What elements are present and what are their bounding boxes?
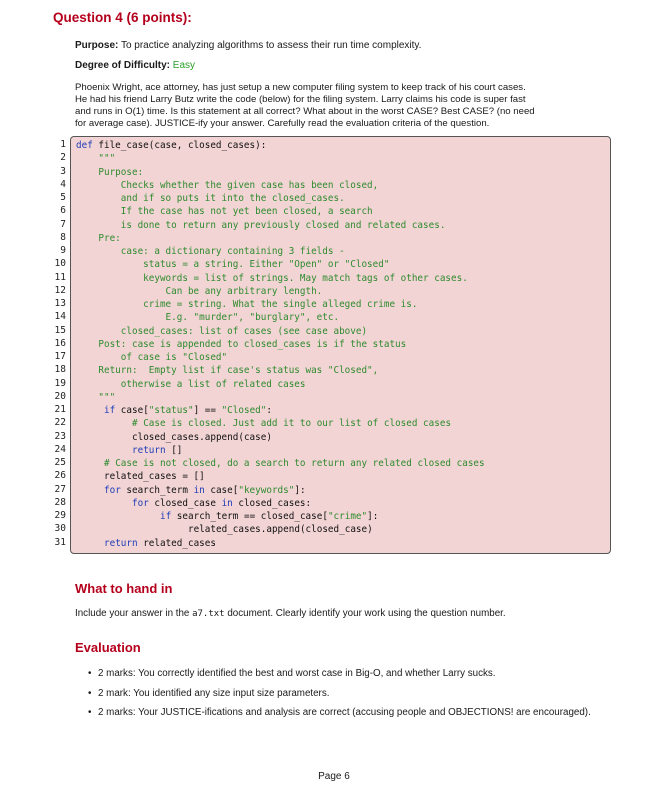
purpose-line xyxy=(75,40,421,51)
line-number: 10 xyxy=(54,258,66,270)
code-line xyxy=(104,537,216,550)
paragraph-line: for average case). JUSTICE-ify your answer. Carefully read the evaluation criteria of the question. xyxy=(75,118,490,129)
difficulty-line xyxy=(75,60,195,71)
code-text: : xyxy=(266,405,272,416)
code-line: # Case is not closed, do a search to return any related closed cases xyxy=(104,458,485,469)
code-text: ] == xyxy=(193,405,222,416)
line-number: 15 xyxy=(54,324,66,336)
line-number: 16 xyxy=(54,337,66,349)
line-number: 12 xyxy=(54,284,66,296)
code-line: keywords = list of strings. May match tags of other cases. xyxy=(76,272,468,284)
line-number: 25 xyxy=(54,457,66,468)
difficulty-label: Degree of Difficulty: xyxy=(75,60,171,71)
code-text: ]: xyxy=(294,484,306,496)
paragraph-line: He had his friend Larry Butz write the code (below) for the filing system. Larry claims his code is super fast xyxy=(75,94,526,105)
line-number: 7 xyxy=(60,218,66,230)
code-line: of case is "Closed" xyxy=(76,352,228,363)
line-number: 6 xyxy=(60,205,66,217)
code-line: # Case is closed. Just add it to our list of closed cases xyxy=(132,418,452,430)
line-number: 19 xyxy=(54,377,66,389)
code-line: closed_cases: list of cases (see case above) xyxy=(76,325,368,337)
keyword-if: if xyxy=(160,511,172,522)
keyword-for: for xyxy=(104,484,121,496)
code-line: status = a string. Either "Open" or "Closed" xyxy=(76,259,390,271)
code-text: closed_case xyxy=(148,497,222,509)
code-text: search_term == closed_case[ xyxy=(171,511,328,522)
code-line: Pre: xyxy=(76,232,121,244)
string-literal: "Closed" xyxy=(221,405,267,416)
code-line: and if so puts it into the closed_cases. xyxy=(76,193,345,204)
line-number: 28 xyxy=(54,496,66,508)
line-number: 9 xyxy=(60,245,66,256)
line-number: 17 xyxy=(54,351,66,362)
keyword-return: return xyxy=(132,444,166,456)
hand-in-filename: a7.txt xyxy=(192,609,225,619)
line-number: 31 xyxy=(54,536,66,548)
code-line: """ xyxy=(76,391,116,403)
keyword-return: return xyxy=(104,537,138,549)
evaluation-item: • 2 marks: You correctly identified the best and worst case in Big-O, and whether Larry sucks. xyxy=(88,668,613,681)
evaluation-heading: Evaluation xyxy=(75,640,141,655)
code-text: related_cases xyxy=(137,537,216,549)
code-line: related_cases.append(closed_case) xyxy=(188,524,373,536)
code-line: related_cases = [] xyxy=(104,471,205,483)
evaluation-list xyxy=(88,668,613,727)
line-number: 30 xyxy=(54,523,66,535)
line-number: 21 xyxy=(54,404,66,415)
hand-in-heading: What to hand in xyxy=(75,581,173,596)
line-number: 8 xyxy=(60,231,66,243)
code-line: case: a dictionary containing 3 fields - xyxy=(76,246,345,257)
line-number: 4 xyxy=(60,178,66,190)
keyword-def: def xyxy=(76,140,93,151)
difficulty-value: Easy xyxy=(172,60,196,71)
code-line xyxy=(132,497,311,510)
line-number: 2 xyxy=(60,152,66,164)
hand-in-text-after: document. Clearly identify your work using the question number. xyxy=(224,608,506,619)
evaluation-item: • 2 marks: Your JUSTICE-ifications and analysis are correct (accusing people and OBJECTIONS! are encouraged). xyxy=(88,707,613,720)
question-title: Question 4 (6 points): xyxy=(53,10,192,25)
code-line: E.g. "murder", "burglary", etc. xyxy=(76,312,340,324)
code-line: Post: case is appended to closed_cases is if the status xyxy=(76,338,407,350)
page-number: Page 6 xyxy=(318,771,350,782)
code-text: case[ xyxy=(115,405,149,416)
paragraph-line: Phoenix Wright, ace attorney, has just setup a new computer filing system to keep track of his court cases. xyxy=(75,82,526,93)
string-literal: "crime" xyxy=(327,511,368,522)
string-literal: "status" xyxy=(148,405,194,416)
code-line: """ xyxy=(76,153,116,165)
code-line: otherwise a list of related cases xyxy=(76,378,306,390)
question-paragraph xyxy=(75,82,615,130)
line-number: 5 xyxy=(60,192,66,203)
keyword-in: in xyxy=(221,497,233,509)
keyword-in: in xyxy=(193,484,205,496)
line-number: 23 xyxy=(54,430,66,442)
code-line: Checks whether the given case has been closed, xyxy=(76,179,379,191)
line-number: 18 xyxy=(54,364,66,376)
code-text: [] xyxy=(165,444,183,456)
code-line xyxy=(104,484,306,497)
code-line: is done to return any previously closed and related cases. xyxy=(76,219,446,231)
line-number: 24 xyxy=(54,443,66,455)
line-number: 1 xyxy=(60,139,66,150)
line-number: 27 xyxy=(54,483,66,495)
string-literal: "keywords" xyxy=(238,484,295,496)
code-line: Return: Empty list if case's status was "Closed", xyxy=(76,365,379,377)
code-line: If the case has not yet been closed, a search xyxy=(76,206,373,218)
code-line xyxy=(104,404,272,417)
keyword-for: for xyxy=(132,497,149,509)
code-line: Can be any arbitrary length. xyxy=(76,285,323,297)
line-number: 11 xyxy=(54,271,66,283)
code-text: ]: xyxy=(367,511,379,522)
line-number: 13 xyxy=(54,298,66,309)
code-text: closed_cases: xyxy=(232,497,312,509)
hand-in-text xyxy=(75,608,506,619)
line-number: 22 xyxy=(54,417,66,429)
paragraph-line: and runs in O(1) time. Is this statement at all correct? What about in the worst CASE? Best CASE? (no need xyxy=(75,106,535,117)
evaluation-item: • 2 mark: You identified any size input size parameters. xyxy=(88,688,613,701)
line-number: 14 xyxy=(54,311,66,323)
code-line xyxy=(160,510,378,523)
code-text: case[ xyxy=(204,484,239,496)
code-line: crime = string. What the single alleged crime is. xyxy=(76,299,418,310)
line-number: 26 xyxy=(54,470,66,482)
code-line xyxy=(132,444,182,457)
code-text: file_case(case, closed_cases): xyxy=(92,140,267,151)
hand-in-text-before: Include your answer in the xyxy=(75,608,193,619)
purpose-text: To practice analyzing algorithms to assess their run time complexity. xyxy=(120,40,422,51)
code-line: Purpose: xyxy=(76,166,144,178)
code-line xyxy=(76,139,266,152)
code-line: closed_cases.append(case) xyxy=(132,431,272,443)
code-text: search_term xyxy=(120,484,194,496)
line-number: 20 xyxy=(54,390,66,402)
line-number: 3 xyxy=(60,165,66,177)
line-number: 29 xyxy=(54,510,66,521)
keyword-if: if xyxy=(104,405,116,416)
purpose-label: Purpose: xyxy=(75,40,119,51)
